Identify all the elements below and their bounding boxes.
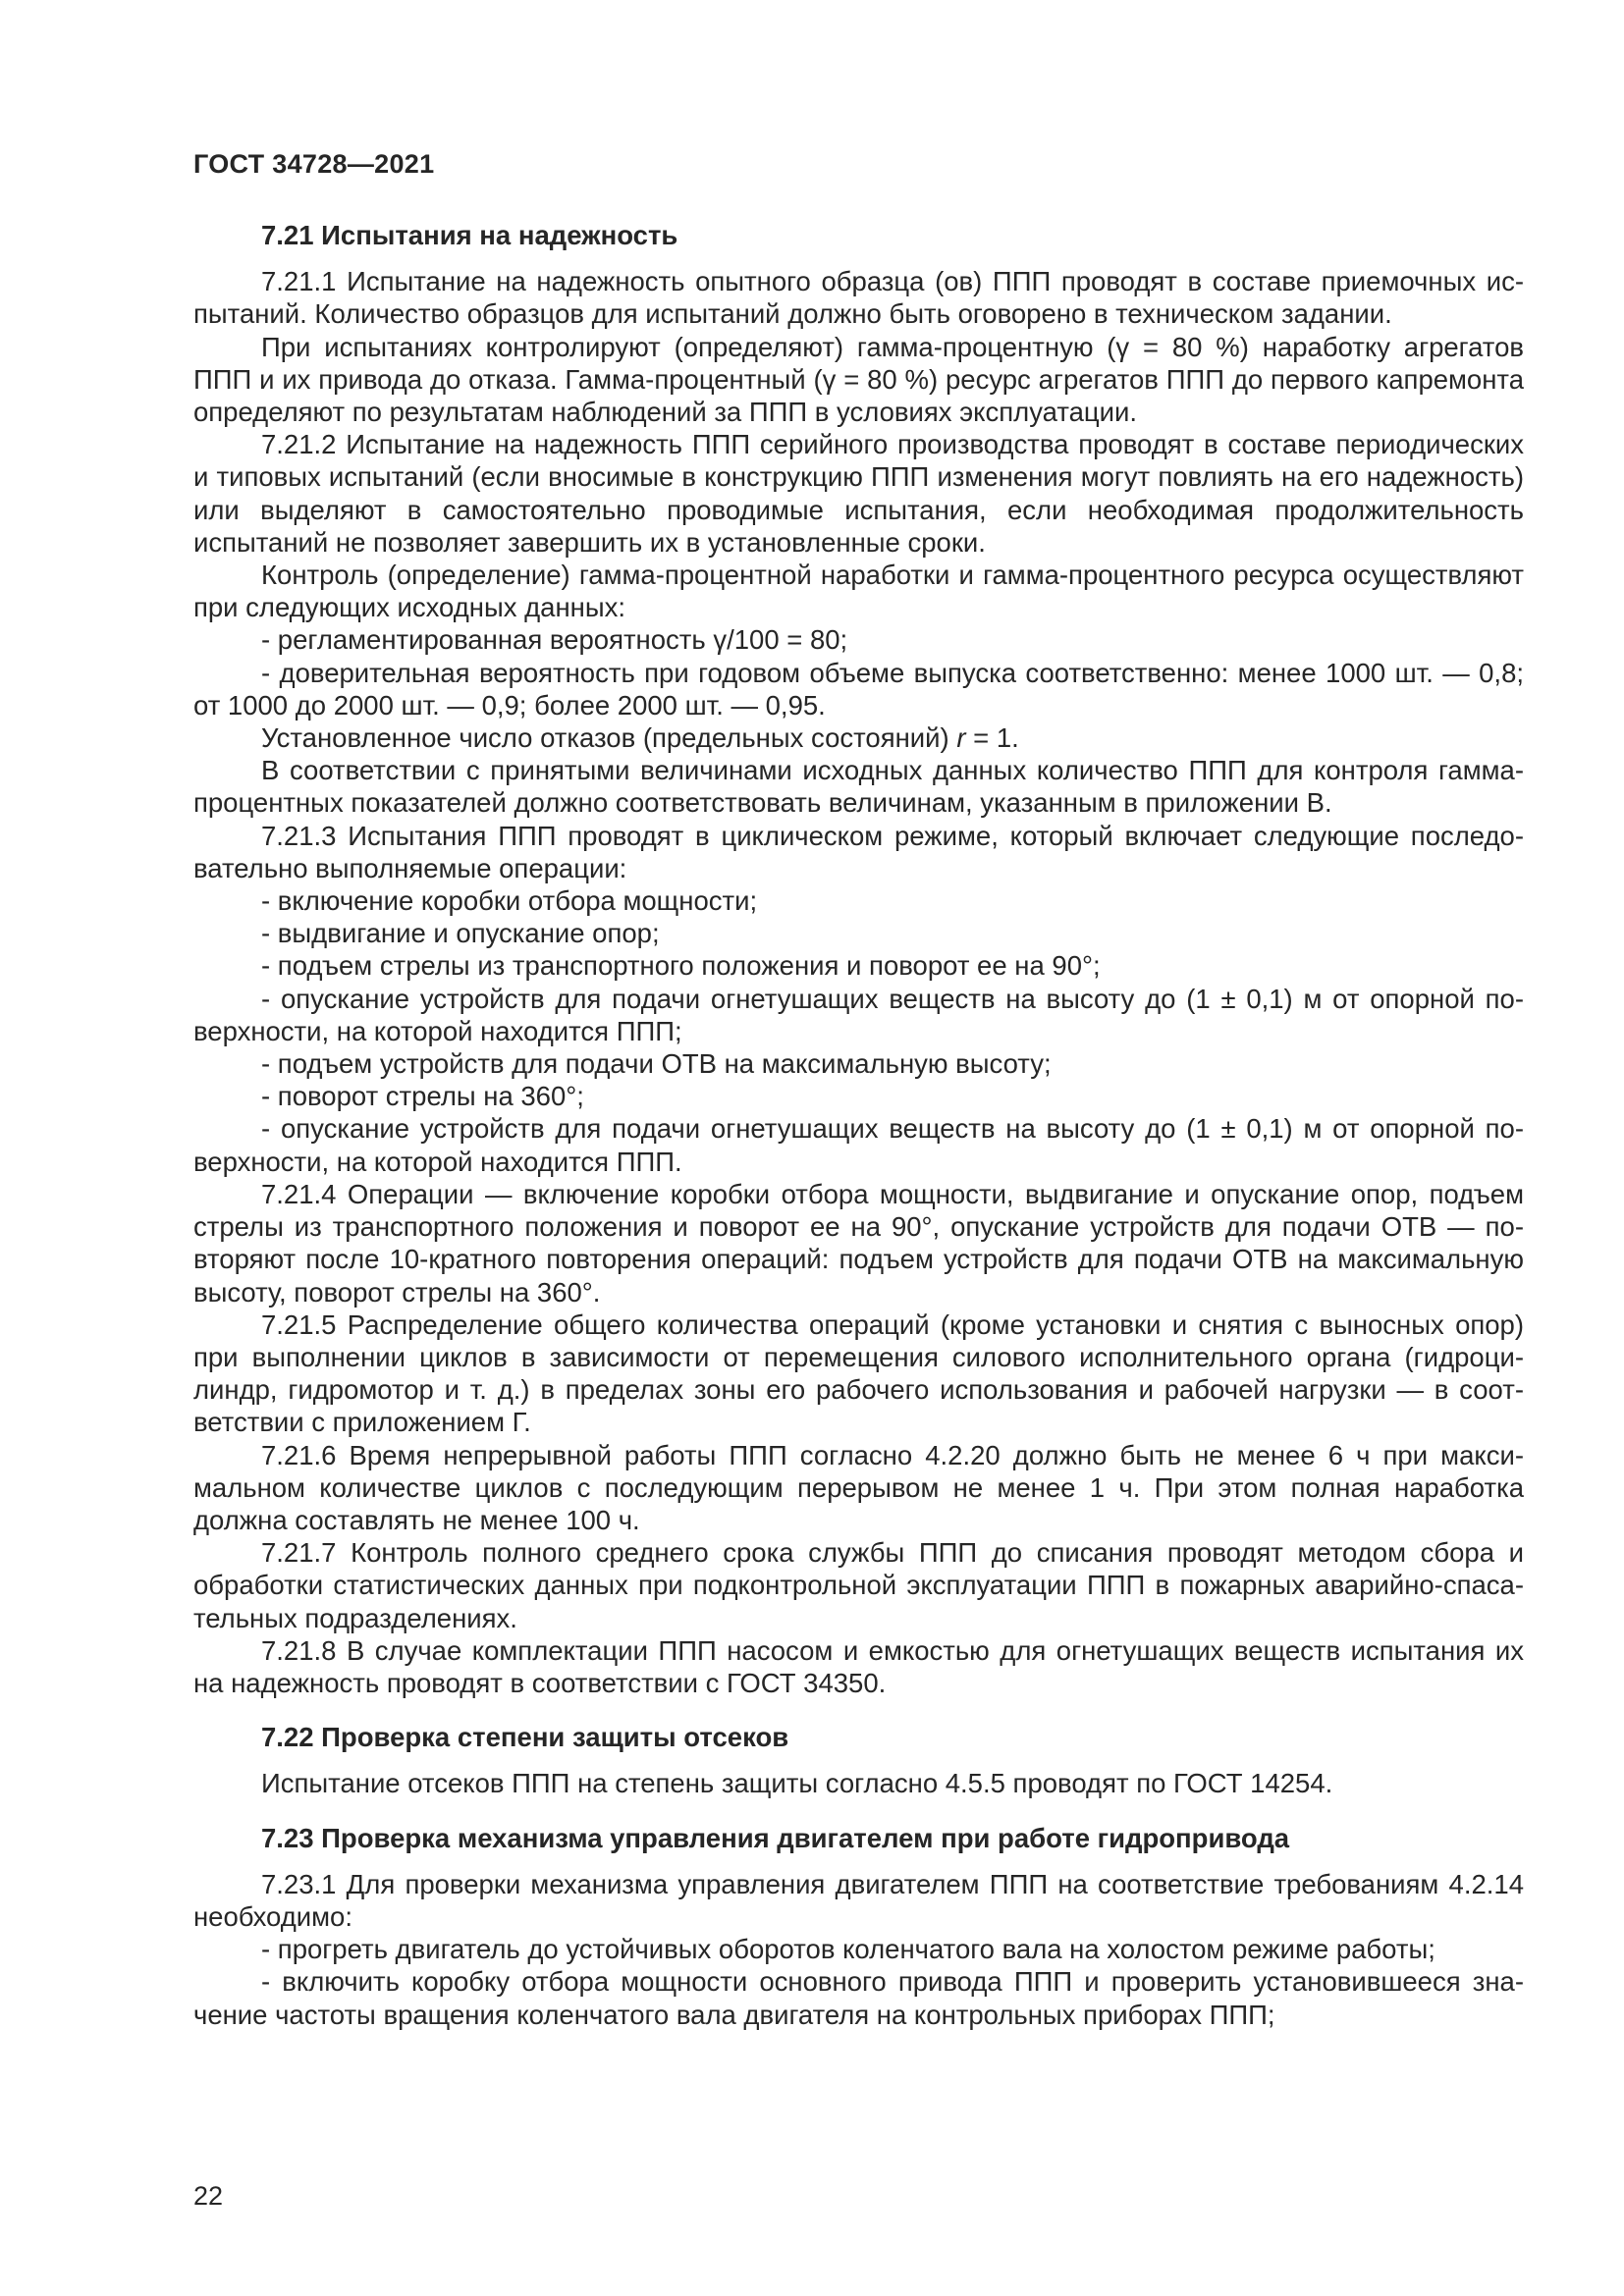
paragraph: 7.21.5 Распределение общего количества операций (кроме установки и снятия с выносных опор) при выполнении циклов в зависимости от перемещения силового исполнительного органа (гидроцилиндр, гидромотор и т. д.) в пределах зоны его рабочего использования и рабочей нагрузки — в соответствии с приложением Г. [193,1308,1524,1438]
paragraph [193,721,1524,754]
paragraph: 7.21.2 Испытание на надежность ППП серийного производства проводят в составе периодических и типовых испытаний (если вносимые в конструкцию ППП изменения могут повлиять на его надежность) или выделяют в самостоятельно проводимые испытания, если необходимая продолжительность испытаний не позволяет завершить их в установленные сроки. [193,429,1524,558]
section-title-7-22: 7.22 Проверка степени защиты отсеков [261,1722,789,1753]
list-item: - включить коробку отбора мощности основного привода ППП и проверить установившееся значение частоты вращения коленчатого вала двигателя на контрольных приборах ППП; [193,1966,1524,2030]
list-cycle-operations [193,884,1524,1178]
paragraph: Контроль (определение) гамма-процентной наработки и гамма-процентного ресурса осуществляют при следующих исходных данных: [193,560,1524,623]
paragraph: 7.21.1 Испытание на надежность опытного образца (ов) ППП проводят в составе приемочных испытаний. Количество образцов для испытаний должно быть оговорено в техническом задании. [193,266,1524,330]
list-engine-check-steps [193,1933,1524,2031]
list-item: - подъем стрелы из транспортного положения и поворот ее на 90°; [261,950,1101,982]
paragraph: 7.23.1 Для проверки механизма управления двигателем ППП на соответствие требованиям 4.2.14 необходимо: [193,1868,1524,1932]
list-item: - поворот стрелы на 360°; [261,1081,584,1112]
list-item: - выдвигание и опускание опор; [261,918,660,949]
list-item: - подъем устройств для подачи ОТВ на максимальную высоту; [261,1048,1052,1080]
list-reliability-inputs [193,623,1524,721]
list-item: - включение коробки отбора мощности; [261,885,758,917]
paragraph-text: = 1. [965,722,1019,754]
list-item: - опускание устройств для подачи огнетушащих веществ на высоту до (1 ± 0,1) м от опорной поверхности, на которой находится ППП; [193,983,1524,1046]
section-title-7-23: 7.23 Проверка механизма управления двигателем при работе гидропривода [261,1822,1290,1853]
page-number: 22 [193,2181,224,2211]
paragraph: Испытание отсеков ППП на степень защиты согласно 4.5.5 проводят по ГОСТ 14254. [261,1768,1333,1799]
section-title-7-21: 7.21 Испытания на надежность [261,220,678,250]
paragraph: 7.21.4 Операции — включение коробки отбора мощности, выдвигание и опускание опор, подъем стрелы из транспортного положения и поворот ее на 90°, опускание устройств для подачи ОТВ — повторяют после 10-кратного повторения операций: подъем устройств для подачи ОТВ на максимальную высоту, поворот стрелы на 360°. [193,1178,1524,1308]
document-code: ГОСТ 34728—2021 [193,149,435,179]
paragraph-text: Установленное число отказов (предельных состояний) [261,722,957,754]
paragraph: 7.21.7 Контроль полного среднего срока службы ППП до списания проводят методом сбора и обработки статистических данных при подконтрольной эксплуатации ППП в пожарных аварийно-спасательных подразделениях. [193,1537,1524,1633]
paragraph: При испытаниях контролируют (определяют) гамма-процентную (γ = 80 %) наработку агрегатов ППП и их привода до отказа. Гамма-процентный (γ = 80 %) ресурс агрегатов ППП до первого капремонта определяют по результатам наблюдений за ППП в условиях эксплуатации. [193,331,1524,428]
variable-r: r [956,722,966,754]
page-content [193,219,1524,2031]
list-item: - прогреть двигатель до устойчивых оборотов коленчатого вала на холостом режиме работы; [261,1934,1435,1965]
list-item: - опускание устройств для подачи огнетушащих веществ на высоту до (1 ± 0,1) м от опорной поверхности, на которой находится ППП. [193,1113,1524,1177]
paragraph: В соответствии с принятыми величинами исходных данных количество ППП для контроля гамма-процентных показателей должно соответствовать величинам, указанным в приложении В. [193,755,1524,819]
paragraph: 7.21.3 Испытания ППП проводят в циклическом режиме, который включает следующие последовательно выполняемые операции: [193,820,1524,883]
list-item: - доверительная вероятность при годовом объеме выпуска соответственно: менее 1000 шт. — 0,8; от 1000 до 2000 шт. — 0,9; более 2000 шт. — 0,95. [193,657,1524,721]
list-item: - регламентированная вероятность γ/100 = 80; [261,624,848,656]
paragraph: 7.21.6 Время непрерывной работы ППП согласно 4.2.20 должно быть не менее 6 ч при максимальном количестве циклов с последующим перерывом не менее 1 ч. При этом полная наработка должна составлять не менее 100 ч. [193,1439,1524,1535]
paragraph: 7.21.8 В случае комплектации ППП насосом и емкостью для огнетушащих веществ испытания их на надежность проводят в соответствии с ГОСТ 34350. [193,1634,1524,1698]
